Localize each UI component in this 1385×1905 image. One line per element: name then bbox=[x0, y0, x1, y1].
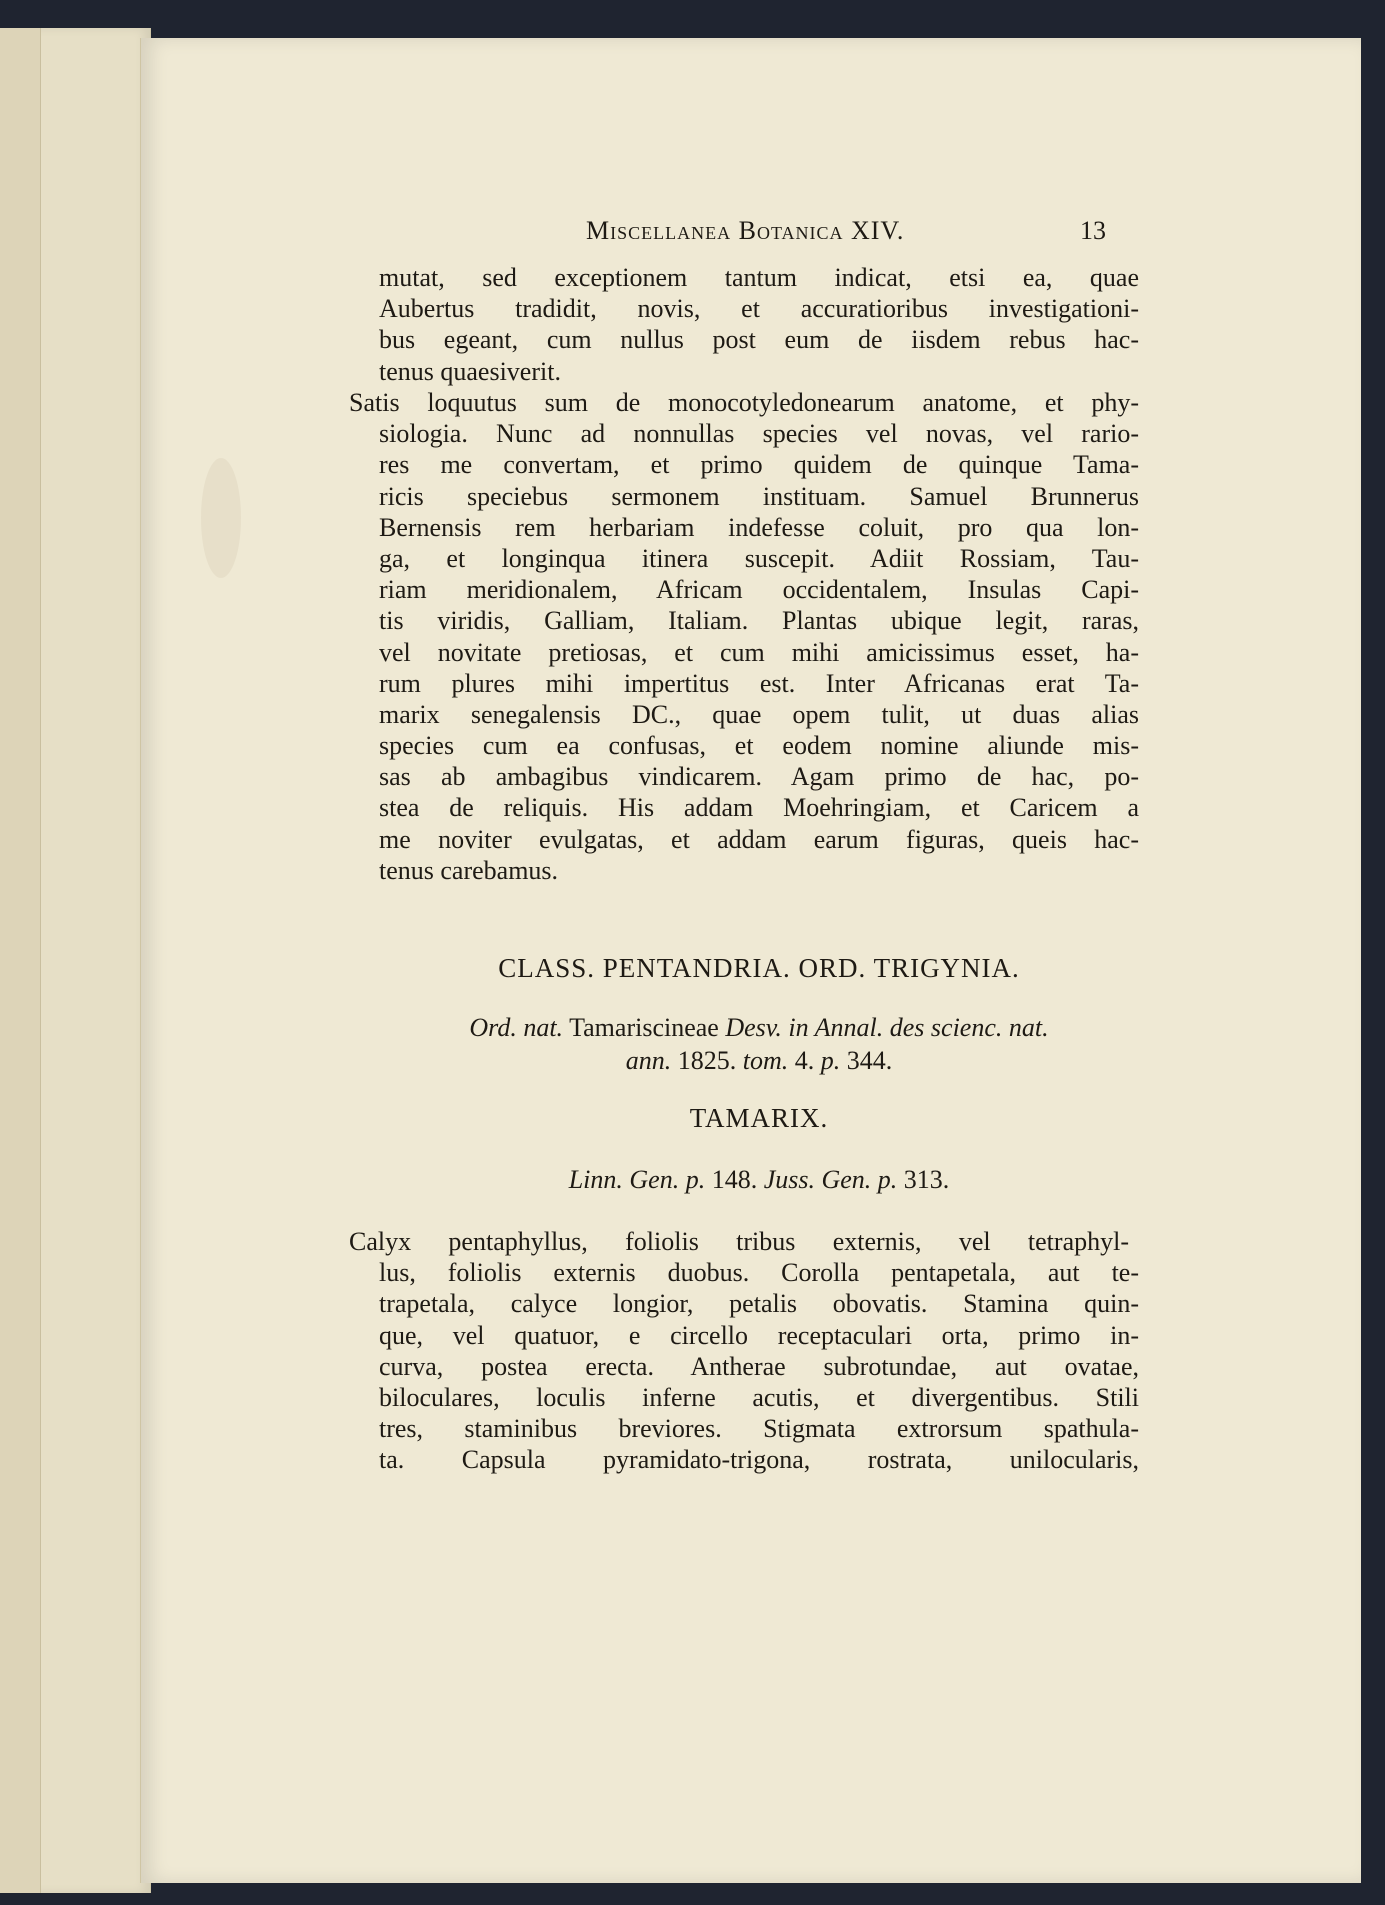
text-line: vel novitate pretiosas, et cum mihi amicissimus esset, ha- bbox=[379, 637, 1139, 667]
text-line: res me convertam, et primo quidem de quinque Tama- bbox=[379, 450, 1139, 480]
text-line: me noviter evulgatas, et addam earum figuras, queis hac- bbox=[379, 824, 1139, 854]
text-line: sas ab ambagibus vindicarem. Agam primo de hac, po- bbox=[379, 762, 1139, 792]
page-number: 13 bbox=[1080, 216, 1106, 245]
text-line: tenus quaesiverit. bbox=[379, 356, 561, 386]
text-line: lus, foliolis externis duobus. Corolla pentapetala, aut te- bbox=[379, 1258, 1139, 1288]
text-line: stea de reliquis. His addam Moehringiam, et Caricem a bbox=[379, 793, 1139, 823]
text-line: trapetala, calyce longior, petalis obovatis. Stamina quin- bbox=[379, 1289, 1139, 1319]
text-line: ricis speciebus sermonem instituam. Samuel Brunnerus bbox=[379, 481, 1139, 511]
text-line: Bernensis rem herbariam indefesse coluit, pro qua lon- bbox=[379, 512, 1139, 542]
genus-reference: Linn. Gen. p. 148. Juss. Gen. p. 313. bbox=[568, 1165, 950, 1194]
paragraph-introduction bbox=[349, 387, 1139, 886]
genus-description bbox=[349, 1226, 1139, 1476]
class-heading: CLASS. PENTANDRIA. ORD. TRIGYNIA. bbox=[498, 953, 1020, 983]
text-line: tenus carebamus. bbox=[379, 855, 559, 885]
text-line: bus egeant, cum nullus post eum de iisdem rebus hac- bbox=[379, 325, 1139, 355]
genus-heading: TAMARIX. bbox=[689, 1103, 829, 1133]
text-line: biloculares, loculis inferne acutis, et divergentibus. Stili bbox=[379, 1382, 1139, 1412]
running-header bbox=[446, 216, 1106, 256]
ord-nat-line-2: ann. 1825. tom. 4. p. 344. bbox=[625, 1046, 893, 1075]
text-line: mutat, sed exceptionem tantum indicat, etsi ea, quae bbox=[379, 263, 1139, 292]
book-page bbox=[140, 38, 1361, 1883]
text-line: ga, et longinqua itinera suscepit. Adiit Rossiam, Tau- bbox=[379, 543, 1139, 573]
text-line: que, vel quatuor, e circello receptaculari orta, primo in- bbox=[379, 1320, 1139, 1350]
book-spine-edge bbox=[0, 28, 41, 1893]
text-line: tis viridis, Galliam, Italiam. Plantas ubique legit, raras, bbox=[379, 606, 1139, 636]
text-line: Satis loquutus sum de monocotyledonearum anatome, et phy- bbox=[349, 388, 1139, 417]
text-line: species cum ea confusas, et eodem nomine aliunde mis- bbox=[379, 731, 1139, 761]
text-line: ta. Capsula pyramidato-trigona, rostrata, unilocularis, bbox=[379, 1445, 1139, 1475]
text-line: curva, postea erecta. Antherae subrotundae, aut ovatae, bbox=[379, 1351, 1139, 1381]
text-line: riam meridionalem, Africam occidentalem, Insulas Capi- bbox=[379, 575, 1139, 605]
paper-stain bbox=[201, 458, 241, 578]
ord-nat-line-1: Ord. nat. Tamariscineae Desv. in Annal. des scienc. nat. bbox=[469, 1013, 1049, 1042]
text-line: siologia. Nunc ad nonnullas species vel novas, vel rario- bbox=[379, 419, 1139, 449]
text-line: rum plures mihi impertitus est. Inter Africanas erat Ta- bbox=[379, 668, 1139, 698]
text-line: Aubertus tradidit, novis, et accuratioribus investigationi- bbox=[379, 294, 1139, 324]
text-line: tres, staminibus breviores. Stigmata extrorsum spathula- bbox=[379, 1414, 1139, 1444]
text-line: marix senegalensis DC., quae opem tulit, ut duas alias bbox=[379, 699, 1139, 729]
paragraph-continuation bbox=[379, 262, 1139, 387]
text-line: Calyx pentaphyllus, foliolis tribus externis, vel tetraphyl- bbox=[349, 1227, 1129, 1256]
running-title: Miscellanea Botanica XIV. bbox=[586, 216, 905, 245]
